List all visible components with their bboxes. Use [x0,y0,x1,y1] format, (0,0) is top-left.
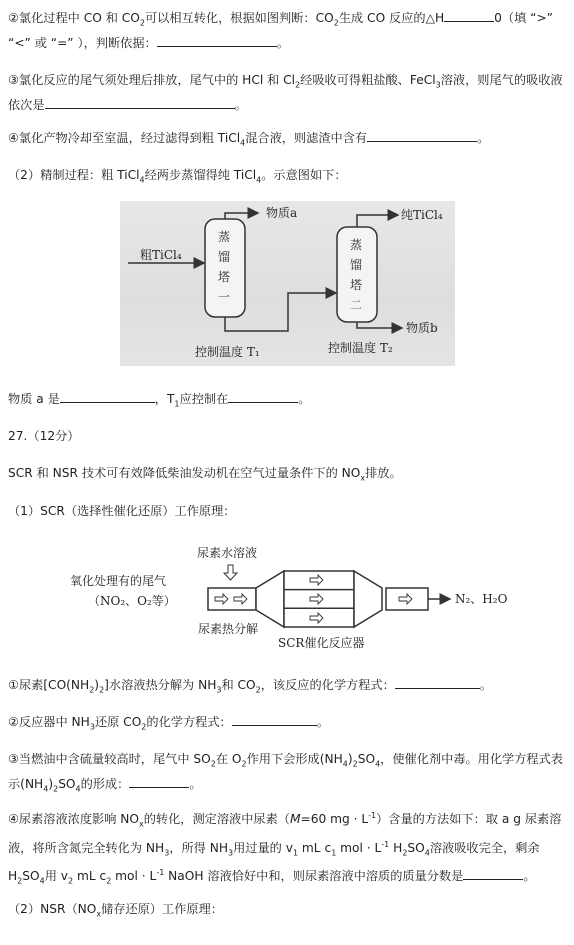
tower-one-char: 馏 [218,250,231,264]
tower-one-char: 一 [218,290,231,304]
label-urea-decomp: 尿素热分解 [198,622,259,636]
nsr-title: $(2)NSR(NO_x$储存还原）工作原理： [8,902,223,919]
label-exhaust-line1: 氧化处理有的尾气 [70,574,167,588]
label-pure-ticl4: 纯TiCl₄ [401,208,443,222]
label-material-a: 物质a [266,206,298,220]
tower-one-char: 塔 [218,270,231,284]
scr-diagram [70,543,515,653]
scr-item-2: ②反应器中 $NH_3$还原 $CO_2$的化学方程式： 。 [8,715,329,732]
distillation-diagram [120,201,455,366]
answer-blank[interactable] [157,34,277,47]
answer-blank[interactable] [444,9,494,22]
label-reactor: SCR催化反应器 [278,636,365,650]
answer-blank[interactable] [367,129,477,142]
answer-blank[interactable] [395,676,480,689]
arrow-material-a [225,213,258,219]
tower-two-char: 塔 [350,278,363,292]
label-feed: 粗TiCl₄ [140,248,182,262]
label-material-b: 物质b [406,321,438,335]
arrow-pure-ticl4 [357,215,398,227]
label-temp-one: 控制温度 T₁ [195,345,260,359]
distillation-svg [120,201,455,366]
scr-item-4: ④尿素溶液浓度影响 $NO_x$的转化，测定溶液中尿素（M=60 mg · $L^{-1}$）含量的方法如下：取 a g 尿素溶液，将所含氮完全转化为 $NH_3$，所得 $NH_3$用过量的 $v_1$ mL $c_1$ mol · $L^{-1}$ $H_2SO_4$溶液吸收完全，剩余 $H_2SO_4$用 $v_2$ mL $c_2$ mol · $L^{-1}$ NaOH 溶液恰好中和，则尿素溶液中溶质的质量分数是 。 [8,811,562,886]
label-temp-two: 控制温度 T₂ [328,341,393,355]
tower-two-char: 蒸 [350,238,363,252]
answer-blank[interactable] [228,390,298,403]
answer-blank[interactable] [45,96,235,109]
label-exhaust-line2: （NO₂、O₂等） [88,594,176,608]
scr-svg [70,543,515,653]
label-urea-solution: 尿素水溶液 [197,546,258,560]
arrow-material-b [357,322,402,328]
item-chlorination-2: ②氯化过程中 CO 和 $CO_2$可以相互转化，根据如图判断：$CO_2$生成 CO 反应的△H 0（填 “>” “<” 或 “=” ），判断依据： 。 [8,11,553,51]
answer-blank[interactable] [463,867,523,880]
tower-one-char: 蒸 [218,230,231,244]
reactor-outlet-cone [354,571,382,627]
item-substance-a: 物质 a 是 ，$T_1$应控制在 。 [8,392,311,409]
scr-title: （1）SCR（选择性催化还原）工作原理： [8,504,236,518]
q27-header: 27.（12分） [8,429,80,443]
scr-item-3: ③当燃油中含硫量较高时，尾气中 $SO_2$在 $O_2$作用下会形成$(NH_4)_2SO_4$，使催化剂中毒。用化学方程式表示$(NH_4)_2SO_4$的形成： 。 [8,752,563,794]
scr-item-1: ①尿素$[CO(NH_2)_2]$水溶液热分解为 $NH_3$和 $CO_2$，该反应的化学方程式： 。 [8,678,492,695]
urea-inlet-arrow [224,565,237,580]
answer-blank[interactable] [60,390,155,403]
tower-two-char: 二 [350,298,363,312]
tower-two-char: 馏 [350,258,363,272]
label-products: N₂、H₂O [455,592,508,606]
q27-intro: SCR 和 NSR 技术可有效降低柴油发动机在空气过量条件下的 $NO_x$排放。 [8,466,402,483]
item-chlorination-4: ④氯化产物冷却至室温，经过滤得到粗 TiCl$_4$混合液，则滤渣中含有 。 [8,131,490,148]
answer-blank[interactable] [232,713,317,726]
answer-blank[interactable] [129,775,189,788]
reactor-inlet-cone [256,571,284,627]
item-chlorination-3: ③氯化反应的尾气须处理后排放，尾气中的 HCl 和 $Cl_2$经吸收可得粗盐酸、FeCl$_3$溶液，则尾气的吸收液依次是 。 [8,73,563,113]
refine-intro: （2）精制过程：粗 TiCl$_4$经两步蒸馏得纯 TiCl$_4$。示意图如下： [8,168,347,185]
